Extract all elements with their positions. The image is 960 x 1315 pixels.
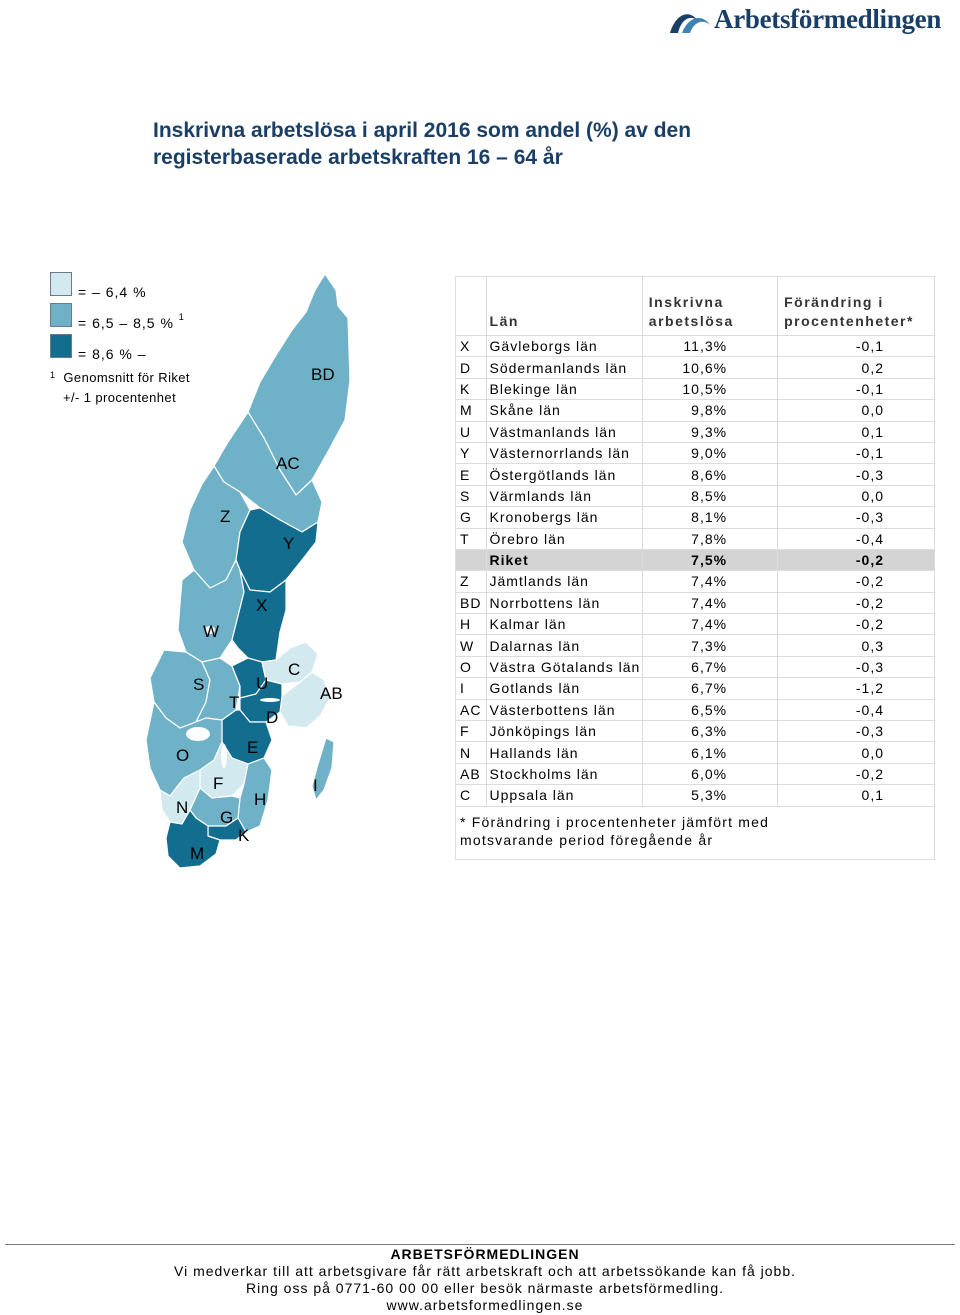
row-code: T [456, 528, 487, 549]
row-code: Y [456, 442, 487, 463]
map-label-X: X [256, 596, 268, 615]
header-forandring [778, 277, 935, 336]
row-name: Stockholms län [486, 763, 642, 784]
legend-note-marker: 1 [50, 370, 56, 380]
row-change: -0,1 [778, 442, 935, 463]
row-change: -0,1 [778, 378, 935, 399]
row-value: 8,1% [642, 507, 777, 528]
title-line-2: registerbaserade arbetskraften 16 – 64 år [153, 146, 563, 169]
table-row [456, 763, 935, 784]
row-change: 0,0 [778, 485, 935, 506]
row-change: -0,2 [778, 571, 935, 592]
row-name: Gävleborgs län [486, 336, 642, 357]
row-change: -0,2 [778, 763, 935, 784]
row-value: 6,0% [642, 763, 777, 784]
row-change: 0,1 [778, 785, 935, 806]
row-name: Kalmar län [486, 614, 642, 635]
table-row [456, 357, 935, 378]
row-change: 0,0 [778, 742, 935, 763]
row-change: -0,4 [778, 699, 935, 720]
table-row [456, 507, 935, 528]
row-code: F [456, 721, 487, 742]
unemployment-table [455, 276, 935, 860]
footer-line-1: Vi medverkar till att arbetsgivare får rätt arbetskraft och att arbetssökande kan få jobb. [173, 1263, 796, 1279]
map-label-I: I [313, 776, 318, 795]
row-value: 7,4% [642, 592, 777, 613]
row-code: AC [456, 699, 487, 720]
sweden-county-map [140, 270, 350, 870]
row-name: Västernorrlands län [486, 442, 642, 463]
table-row [456, 485, 935, 506]
row-change: -0,3 [778, 656, 935, 677]
row-code: D [456, 357, 487, 378]
row-code: N [456, 742, 487, 763]
table-row [456, 785, 935, 806]
row-change: -1,2 [778, 678, 935, 699]
row-code: E [456, 464, 487, 485]
row-name: Jämtlands län [486, 571, 642, 592]
row-change: 0,3 [778, 635, 935, 656]
legend-note-line-1: Genomsnitt för Riket [63, 370, 190, 385]
map-label-U: U [256, 674, 269, 693]
lake-malaren [260, 698, 280, 702]
row-name: Örebro län [486, 528, 642, 549]
map-label-C: C [288, 660, 301, 679]
footnote-line-2: motsvarande period föregående år [460, 831, 714, 848]
table-row [456, 400, 935, 421]
map-label-BD: BD [311, 365, 335, 384]
map-label-H: H [254, 790, 267, 809]
row-name: Västerbottens län [486, 699, 642, 720]
table-footnote [456, 806, 935, 859]
header-inskrivna [642, 277, 777, 336]
row-code: X [456, 336, 487, 357]
table-row [456, 656, 935, 677]
row-name: Dalarnas län [486, 635, 642, 656]
page-footer [0, 1246, 960, 1314]
row-value: 7,5% [642, 549, 777, 570]
map-label-M: M [190, 844, 205, 863]
row-code: BD [456, 592, 487, 613]
row-value: 6,7% [642, 656, 777, 677]
footer-org: ARBETSFÖRMEDLINGEN [390, 1246, 580, 1262]
header-lan: Län [486, 277, 642, 336]
map-label-O: O [176, 746, 190, 765]
table-row [456, 442, 935, 463]
row-code: C [456, 785, 487, 806]
map-label-Y: Y [283, 534, 295, 553]
row-name: Norrbottens län [486, 592, 642, 613]
map-label-S: S [193, 675, 205, 694]
table-header-row [456, 277, 935, 336]
table-row [456, 721, 935, 742]
row-value: 7,4% [642, 571, 777, 592]
header-forandring-line-2: procentenheter* [784, 313, 914, 329]
legend-label-low: = – 6,4 % [78, 284, 147, 300]
row-change: 0,2 [778, 357, 935, 378]
row-change: -0,2 [778, 549, 935, 570]
map-label-T: T [229, 693, 240, 712]
row-value: 11,3% [642, 336, 777, 357]
row-value: 7,4% [642, 614, 777, 635]
row-change: -0,3 [778, 721, 935, 742]
row-change: -0,4 [778, 528, 935, 549]
row-name: Västmanlands län [486, 421, 642, 442]
row-code: H [456, 614, 487, 635]
row-code: I [456, 678, 487, 699]
table-footnote-row [456, 806, 935, 859]
row-code: M [456, 400, 487, 421]
row-name: Uppsala län [486, 785, 642, 806]
table-body [456, 336, 935, 807]
row-name: Blekinge län [486, 378, 642, 399]
page-title [153, 117, 853, 171]
footer-divider [5, 1244, 955, 1245]
row-change: -0,1 [778, 336, 935, 357]
table-row [456, 378, 935, 399]
sweden-map-graphic [140, 270, 350, 870]
logo-text: Arbetsförmedlingen [714, 4, 942, 34]
table-row [456, 421, 935, 442]
map-label-K: K [238, 826, 250, 845]
row-change: -0,3 [778, 464, 935, 485]
row-value: 9,0% [642, 442, 777, 463]
header-code [456, 277, 487, 336]
map-label-N: N [176, 798, 189, 817]
header-forandring-line-1: Förändring i [784, 294, 884, 310]
row-name: Västra Götalands län [486, 656, 642, 677]
table-row [456, 614, 935, 635]
table-row [456, 592, 935, 613]
row-value: 6,5% [642, 699, 777, 720]
legend-swatch-high [50, 334, 72, 358]
row-code: G [456, 507, 487, 528]
legend-swatch-low [50, 272, 72, 296]
legend-label-high: = 8,6 % – [78, 346, 147, 362]
row-value: 7,8% [642, 528, 777, 549]
row-name: Jönköpings län [486, 721, 642, 742]
row-value: 10,6% [642, 357, 777, 378]
lake-vanern-main [186, 727, 210, 741]
map-label-F: F [213, 774, 224, 793]
row-code [456, 549, 487, 570]
map-label-E: E [247, 738, 259, 757]
row-name: Skåne län [486, 400, 642, 421]
lake-vattern [221, 744, 227, 768]
legend-footnote-marker: 1 [178, 312, 185, 322]
table-row [456, 635, 935, 656]
map-label-D: D [266, 708, 279, 727]
table-row [456, 678, 935, 699]
footer-url[interactable]: www.arbetsformedlingen.se [386, 1297, 584, 1313]
row-code: U [456, 421, 487, 442]
row-value: 6,7% [642, 678, 777, 699]
row-name: Riket [486, 549, 642, 570]
arbetsformedlingen-logo [668, 4, 948, 38]
row-name: Östergötlands län [486, 464, 642, 485]
row-change: -0,2 [778, 592, 935, 613]
row-value: 9,3% [642, 421, 777, 442]
row-change: -0,3 [778, 507, 935, 528]
footnote-line-1: * Förändring i procentenheter jämfört med [460, 813, 770, 830]
row-name: Södermanlands län [486, 357, 642, 378]
row-code: O [456, 656, 487, 677]
row-code: S [456, 485, 487, 506]
row-code: Z [456, 571, 487, 592]
legend-label-mid: = 6,5 – 8,5 % [78, 315, 174, 331]
table-row-riket [456, 549, 935, 570]
row-value: 9,8% [642, 400, 777, 421]
table-row [456, 464, 935, 485]
row-value: 6,3% [642, 721, 777, 742]
row-change: 0,0 [778, 400, 935, 421]
row-code: W [456, 635, 487, 656]
table-row [456, 571, 935, 592]
row-name: Hallands län [486, 742, 642, 763]
legend-note-line-2: +/- 1 procentenhet [63, 390, 177, 405]
logo-mark-icon [668, 7, 712, 37]
row-value: 5,3% [642, 785, 777, 806]
row-value: 6,1% [642, 742, 777, 763]
footer-line-2: Ring oss på 0771-60 00 00 eller besök närmaste arbetsförmedling. [245, 1280, 725, 1296]
table-row [456, 742, 935, 763]
row-change: 0,1 [778, 421, 935, 442]
row-code: K [456, 378, 487, 399]
map-label-AB: AB [320, 684, 343, 703]
row-value: 10,5% [642, 378, 777, 399]
row-change: -0,2 [778, 614, 935, 635]
map-label-W: W [203, 622, 220, 641]
header-inskrivna-line-2: arbetslösa [648, 313, 734, 329]
legend-swatch-mid [50, 303, 72, 327]
row-code: AB [456, 763, 487, 784]
map-label-AC: AC [276, 454, 300, 473]
title-line-1: Inskrivna arbetslösa i april 2016 som andel (%) av den [153, 119, 692, 142]
row-name: Värmlands län [486, 485, 642, 506]
row-value: 8,5% [642, 485, 777, 506]
row-name: Kronobergs län [486, 507, 642, 528]
map-label-Z: Z [220, 507, 231, 526]
row-value: 7,3% [642, 635, 777, 656]
row-value: 8,6% [642, 464, 777, 485]
map-label-G: G [220, 808, 234, 827]
row-name: Gotlands län [486, 678, 642, 699]
table-row [456, 528, 935, 549]
header-inskrivna-line-1: Inskrivna [648, 294, 724, 310]
table-row [456, 336, 935, 357]
table-row [456, 699, 935, 720]
